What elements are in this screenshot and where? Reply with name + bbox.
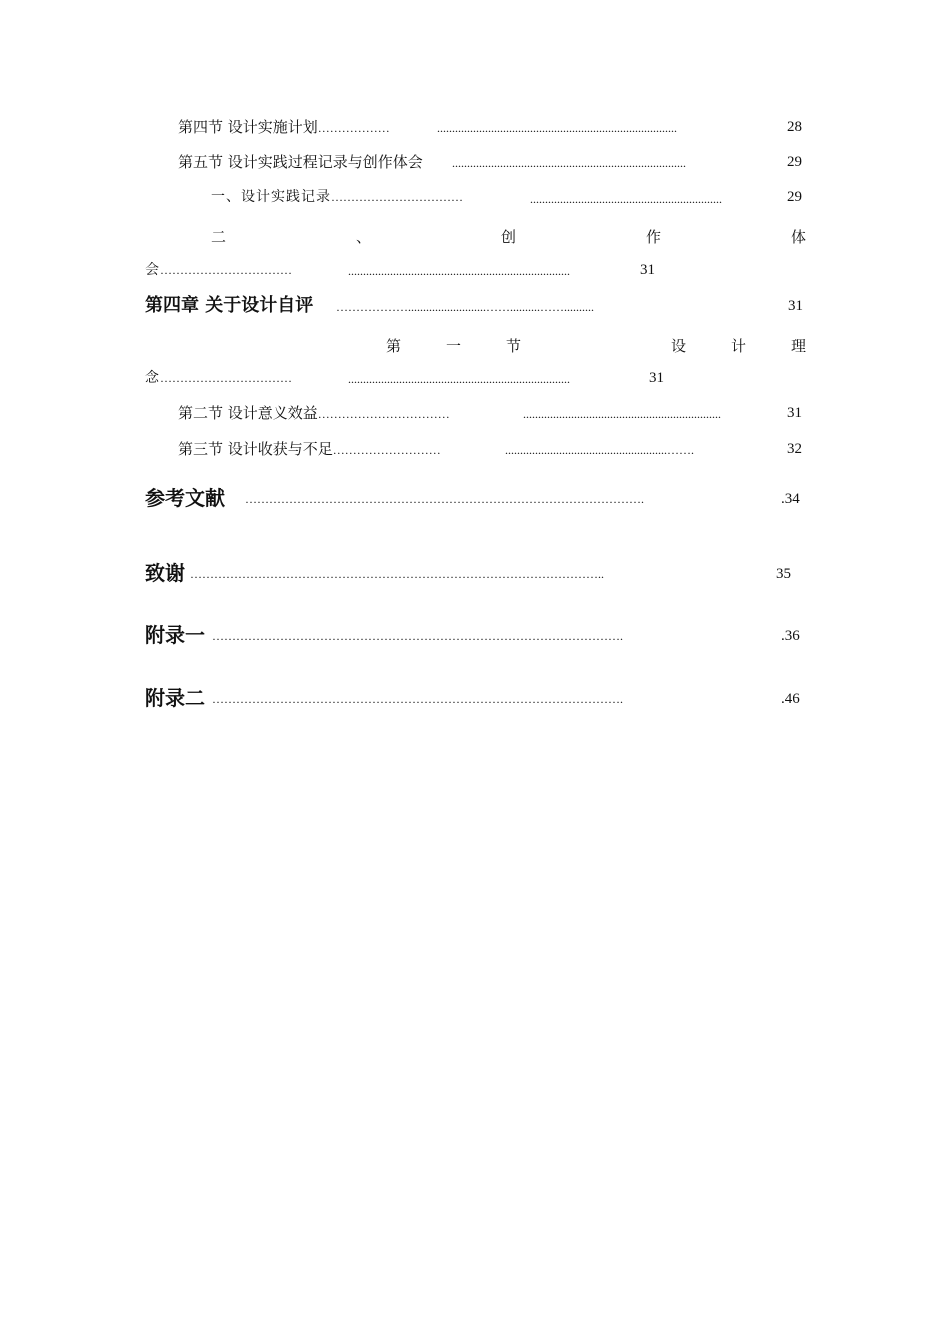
toc-entry-n2 [178,406,450,421]
toc-page-number: 29 [787,154,802,170]
toc-page-number: 29 [787,189,802,205]
toc-char: 第 [386,337,402,355]
toc-leader: ……………… [317,121,390,135]
toc-char: 一 [446,337,462,355]
toc-char: 节 [506,337,522,355]
toc-leader: …………………………… [331,190,463,204]
toc-entry-title: 第三节 设计收获与不足 [178,440,333,458]
toc-entry-title: 第五节 设计实践过程记录与创作体会 [178,153,423,171]
toc-page-number: .34 [781,491,800,507]
toc-entry-title: 第二节 设计意义效益 [178,404,318,422]
toc-page-number: 31 [787,405,802,421]
toc-entry-references [145,488,225,508]
toc-page-number: 32 [787,441,802,457]
toc-entry-title: 一、设计实践记录 [211,189,331,205]
toc-entry-title: 致谢 [145,561,185,585]
toc-page-number: 31 [649,370,664,386]
toc-entry-item-2-cont [145,263,292,277]
toc-leader: …………………………………………………………………………………………. [212,693,623,705]
toc-leader: ………………………………………………………………………………………….. [190,568,604,580]
toc-leader: .................................................................. [523,408,721,420]
toc-page-number: 35 [776,566,791,582]
toc-leader: ................................................................................ [437,122,677,134]
toc-entry-section-4 [178,120,390,135]
toc-entry-item-1 [211,190,463,204]
toc-char: 创 [500,228,516,246]
toc-entry-item-2-justified [211,226,806,247]
toc-entry-n1-justified [386,335,806,356]
toc-entry-title: 附录二 [145,686,205,710]
toc-page-number: 28 [787,119,802,135]
toc-char: 、 [355,228,371,246]
toc-leader: .......................................................................... [348,265,570,277]
toc-entry-section-5 [178,155,423,170]
toc-char: 作 [645,228,661,246]
toc-page-number: .36 [781,628,800,644]
toc-page-number: 31 [788,298,803,314]
toc-entry-appendix-2 [145,688,205,708]
toc-entry-appendix-1 [145,625,205,645]
toc-entry-title: 念 [145,370,160,386]
toc-entry-n3 [178,442,441,457]
toc-leader: …………………………… [160,371,292,385]
toc-entry-chapter-4 [145,297,313,315]
toc-leader: ………………..........................……..........…….......... [336,301,594,313]
toc-leader: .............................................................................. [452,157,686,169]
toc-leader: ………………………………………………………………………………………. [245,493,644,505]
toc-leader: ................................................................ [530,193,722,205]
toc-entry-title: 附录一 [145,623,205,647]
toc-entry-title: 会 [145,262,160,278]
toc-char: 二 [211,228,227,246]
toc-leader: .......................................................................... [348,373,570,385]
toc-char: 计 [730,337,746,355]
toc-leader: …………………………… [160,263,292,277]
toc-leader: …………………………………………………………………………………………. [212,630,623,642]
toc-entry-title: 参考文献 [145,486,225,510]
toc-char: 体 [790,228,806,246]
toc-leader: ……………………… [332,443,441,457]
toc-page-number: .46 [781,691,800,707]
toc-leader: …………………………… [317,407,450,421]
toc-leader: ......................................................……. [505,444,694,456]
toc-entry-acknowledgements [145,563,185,583]
toc-char: 理 [790,337,806,355]
toc-char: 设 [670,337,686,355]
toc-entry-n1-cont [145,371,292,385]
toc-page-number: 31 [640,262,655,278]
toc-entry-title: 第四节 设计实施计划 [178,118,318,136]
toc-entry-title: 第四章 关于设计自评 [145,295,314,316]
